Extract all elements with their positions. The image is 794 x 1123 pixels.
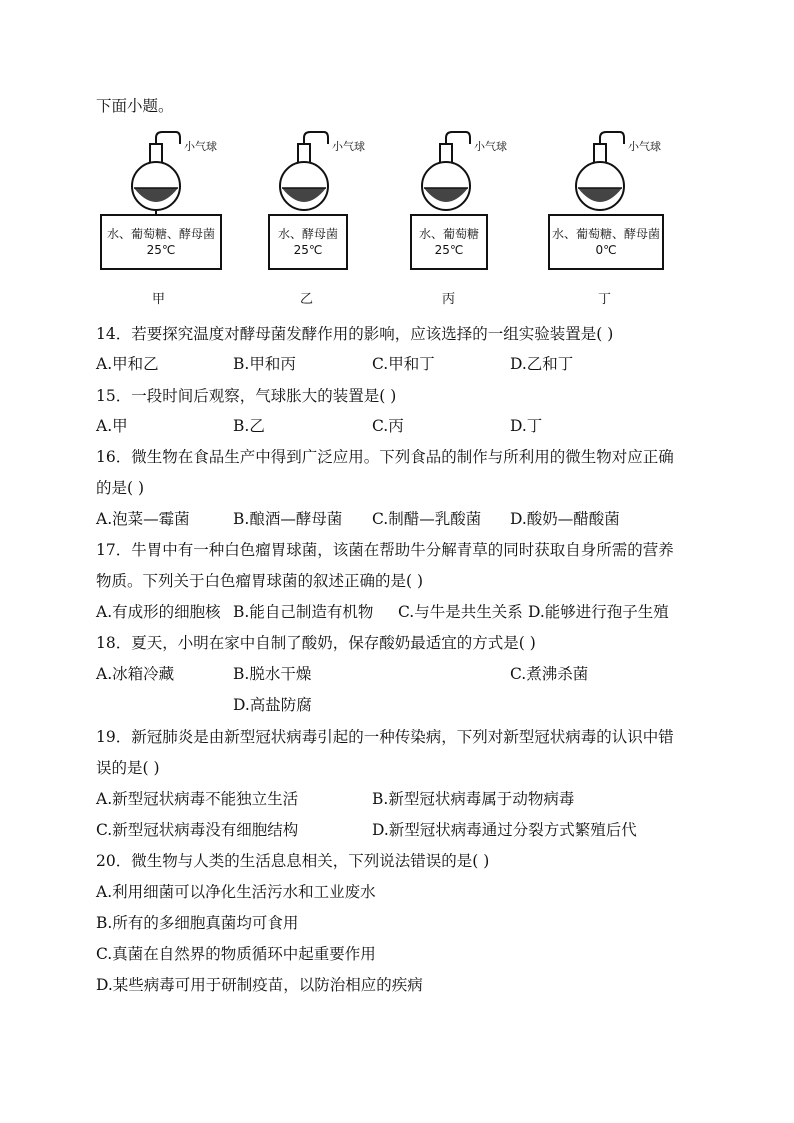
option: C.甲和丁 [372, 355, 435, 373]
apparatus-label: 乙 [300, 292, 314, 307]
option: D.新型冠状病毒通过分裂方式繁殖后代 [372, 821, 637, 839]
option: C.与牛是共生关系 [398, 603, 523, 621]
question-15-stem: 15．一段时间后观察，气球胀大的装置是( ) [96, 387, 397, 405]
option: D.乙和丁 [510, 355, 574, 373]
question-16-stem: 16．微生物在食品生产中得到广泛应用。下列食品的制作与所利用的微生物对应正确 [96, 448, 674, 466]
option: A.有成形的细胞核 [96, 603, 221, 621]
contents-text: 水、葡萄糖 [418, 227, 479, 241]
contents-text: 水、酵母菌 [277, 227, 338, 241]
apparatus-ding [548, 128, 748, 308]
apparatus-label: 丙 [442, 292, 456, 307]
apparatus-label: 丁 [598, 292, 612, 307]
contents-box [548, 214, 664, 270]
option: B.甲和丙 [233, 355, 296, 373]
question-14-stem: 14．若要探究温度对酵母菌发酵作用的影响，应该选择的一组实验装置是( ) [96, 325, 614, 343]
temperature-text: 0℃ [595, 243, 617, 257]
contents-text: 水、葡萄糖、酵母菌 [551, 227, 660, 241]
balloon-label: 小气球 [332, 140, 365, 153]
option: D.高盐防腐 [233, 696, 312, 714]
temperature-text: 25℃ [434, 243, 464, 257]
option: B.新型冠状病毒属于动物病毒 [372, 790, 575, 808]
option: A.冰箱冷藏 [96, 665, 175, 683]
option: A.甲 [96, 417, 128, 435]
question-20-stem: 20．微生物与人类的生活息息相关，下列说法错误的是( ) [96, 852, 490, 870]
question-18-stem: 18．夏天，小明在家中自制了酸奶，保存酸奶最适宜的方式是( ) [96, 634, 536, 652]
question-16-stem-cont: 的是( ) [96, 479, 145, 497]
option: B.能自己制造有机物 [233, 603, 374, 621]
option: A.泡菜—霉菌 [96, 510, 190, 528]
question-19-stem: 19．新冠肺炎是由新型冠状病毒引起的一种传染病，下列对新型冠状病毒的认识中错 [96, 728, 674, 746]
contents-box [100, 214, 222, 270]
balloon-label: 小气球 [628, 140, 661, 153]
option: C.真菌在自然界的物质循环中起重要作用 [96, 945, 376, 963]
balloon-label: 小气球 [474, 140, 507, 153]
option: D.某些病毒可用于研制疫苗，以防治相应的疾病 [96, 976, 423, 994]
contents-box [410, 214, 488, 270]
intro-text: 下面小题。 [96, 97, 174, 115]
option: D.丁 [510, 417, 543, 435]
option: B.乙 [233, 417, 265, 435]
option: B.酿酒—酵母菌 [233, 510, 343, 528]
question-17-stem: 17．牛胃中有一种白色瘤胃球菌，该菌在帮助牛分解青草的同时获取自身所需的营养 [96, 541, 674, 559]
option: C.丙 [372, 417, 404, 435]
question-19-stem-cont: 误的是( ) [96, 759, 160, 777]
contents-text: 水、葡萄糖、酵母菌 [106, 227, 215, 241]
option: A.新型冠状病毒不能独立生活 [96, 790, 299, 808]
option: B.所有的多细胞真菌均可食用 [96, 914, 299, 932]
option: D.酸奶—醋酸菌 [510, 510, 620, 528]
option: A.甲和乙 [96, 355, 159, 373]
temperature-text: 25℃ [293, 243, 323, 257]
temperature-text: 25℃ [146, 243, 176, 257]
balloon-label: 小气球 [184, 140, 217, 153]
option: C.煮沸杀菌 [510, 665, 589, 683]
contents-box [268, 214, 348, 270]
option: A.利用细菌可以净化生活污水和工业废水 [96, 883, 376, 901]
option: C.制醋—乳酸菌 [372, 510, 482, 528]
option: D.能够进行孢子生殖 [528, 603, 669, 621]
option: B.脱水干燥 [233, 665, 312, 683]
question-17-stem-cont: 物质。下列关于白色瘤胃球菌的叙述正确的是( ) [96, 572, 424, 590]
apparatus-label: 甲 [152, 292, 166, 307]
option: C.新型冠状病毒没有细胞结构 [96, 821, 299, 839]
